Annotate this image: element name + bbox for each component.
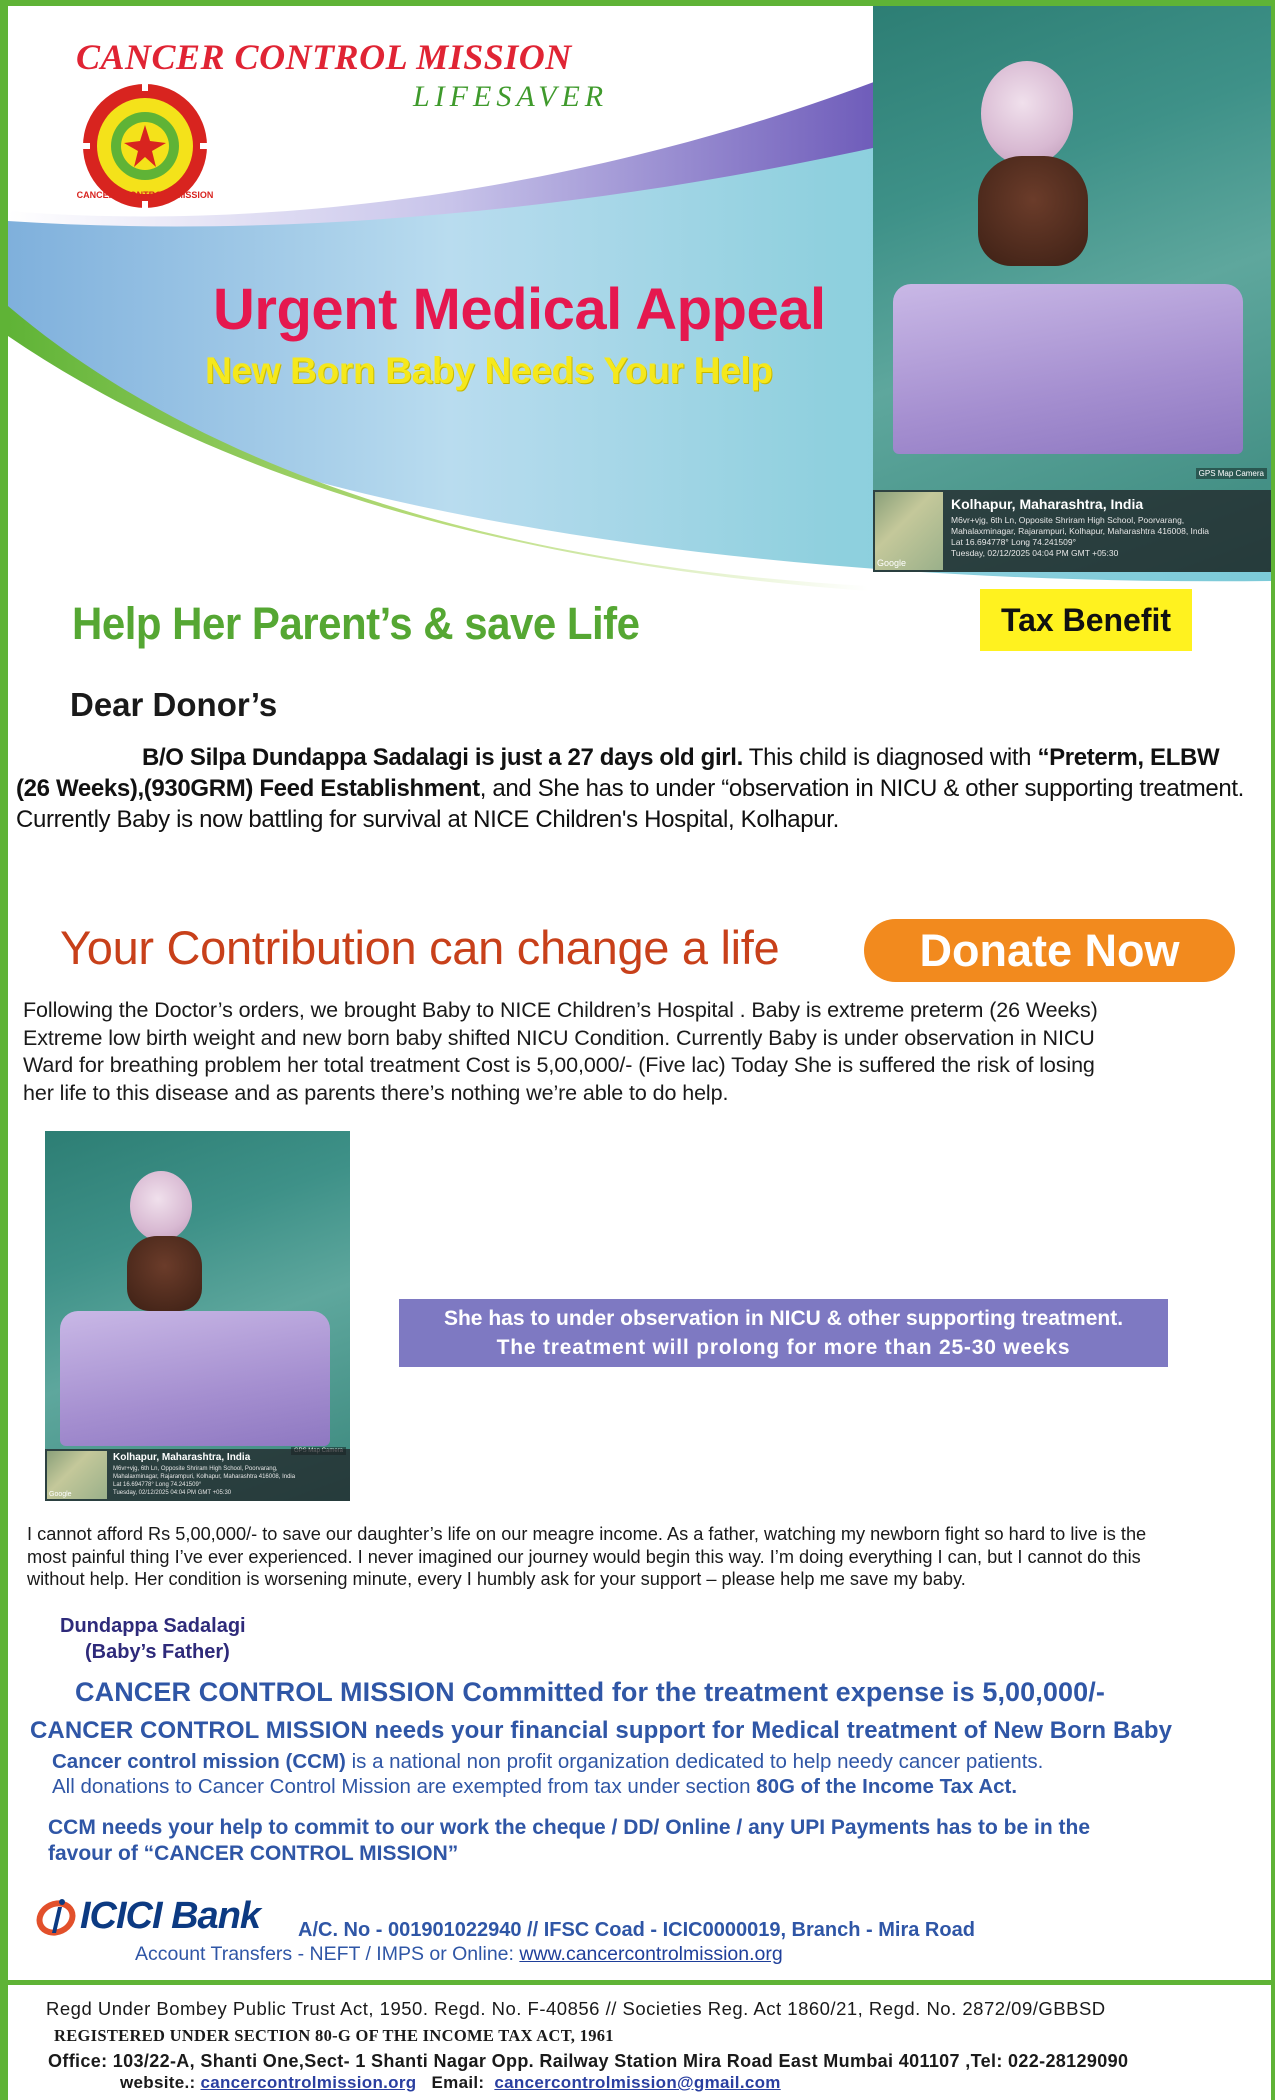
signature-name: Dundappa Sadalagi: [60, 1615, 246, 1637]
website-link[interactable]: www.cancercontrolmission.org: [519, 1943, 783, 1965]
icici-bank-logo: [32, 1893, 287, 1943]
org-tagline: LIFESAVER: [413, 80, 609, 113]
baby-photo-small: [45, 1131, 350, 1501]
map-label-small: Google: [49, 1491, 72, 1498]
commitment-heading: CANCER CONTROL MISSION Committed for the treatment expense is 5,00,000/-: [75, 1677, 1105, 1707]
gps-address-2: Mahalaxminagar, Rajarampuri, Kolhapur, Maharashtra 416008, India: [951, 526, 1209, 536]
gps-timestamp: Tuesday, 02/12/2025 04:04 PM GMT +05:30: [951, 548, 1119, 558]
gps-address: M6vr+vjg, 6th Ln, Opposite Shriram High School, Poorvarang,: [951, 515, 1185, 525]
logo-caption: CANCER - CONTROL - MISSION: [76, 190, 214, 200]
baby-photo-large: [873, 6, 1271, 572]
registration-info: Regd Under Bombey Public Trust Act, 1950. Regd. No. F-40856 // Societies Reg. Act 1860/21, Regd. No. 2872/09/GBBSD: [46, 1998, 1106, 2019]
tax-benefit-badge: Tax Benefit: [980, 589, 1192, 651]
gps-location: Kolhapur, Maharashtra, India: [951, 496, 1144, 512]
nicu-line-1: She has to under observation in NICU & other supporting treatment.: [443, 1307, 1124, 1330]
gps-overlay-small: [45, 1449, 350, 1501]
help-heading: Help Her Parent’s & save Life: [72, 598, 640, 649]
footer-email-link[interactable]: cancercontrolmission@gmail.com: [494, 2073, 781, 2092]
footer-contact: website.: cancercontrolmission.org Email: cancercontrolmission@gmail.com: [120, 2073, 781, 2092]
office-address: Office: 103/22-A, Shanti One,Sect- 1 Shanti Nagar Opp. Railway Station Mira Road East Mumbai 401107 ,Tel: 022-28129090: [48, 2051, 1129, 2071]
ccm-description: Cancer control mission (CCM) is a national non profit organization dedicated to help needy cancer patients. All donations to Cancer Control Mission are exempted from tax under section 80G of the Income Tax Act.: [52, 1750, 1044, 1798]
footer-website-link[interactable]: cancercontrolmission.org: [200, 2073, 417, 2092]
gps-latlong-small: Lat 16.694778° Long 74.241509°: [113, 1482, 202, 1488]
gps-location-small: Kolhapur, Maharashtra, India: [113, 1452, 251, 1463]
gps-overlay: [873, 490, 1271, 572]
signature-relation: (Baby’s Father): [85, 1641, 230, 1663]
support-heading: CANCER CONTROL MISSION needs your financial support for Medical treatment of New Born Baby: [30, 1717, 1173, 1744]
map-label: Google: [877, 558, 907, 568]
greeting: Dear Donor’s: [70, 686, 278, 723]
nicu-highlight-box: [399, 1299, 1168, 1367]
gps-address-2-small: Mahalaxminagar, Rajarampuri, Kolhapur, Maharashtra 416008, India: [113, 1474, 296, 1480]
org-title: CANCER CONTROL MISSION: [76, 37, 572, 77]
story-paragraph: Following the Doctor’s orders, we brought Baby to NICE Children’s Hospital . Baby is extreme preterm (26 Weeks) Extreme low birth weight and new born baby shifted NICU Condition. Currently Baby is under observation in NICU Ward for breathing problem her total treatment Cost is 5,00,000/- (Five lac) Today She is suffered the risk of losing her life to this disease and as parents there’s nothing we’re able to do help.: [23, 998, 1098, 1105]
bank-account-details: A/C. No - 001901022940 // IFSC Coad - ICIC0000019, Branch - Mira Road: [298, 1919, 975, 1941]
hero-banner: [8, 6, 1271, 596]
gps-latlong: Lat 16.694778° Long 74.241509°: [951, 537, 1076, 547]
intro-paragraph: B/O Silpa Dundappa Sadalagi is just a 27 days old girl. This child is diagnosed with “Preterm, ELBW (26 Weeks),(930GRM) Feed Establishment, and She has to under “observation in NICU & other supporting treatment. Currently Baby is now battling for survival at NICE Children's Hospital, Kolhapur.: [16, 744, 1244, 833]
gps-camera-badge: GPS Map Camera: [1196, 468, 1267, 479]
payment-instructions: CCM needs your help to commit to our work the cheque / DD/ Online / any UPI Payments has to be in the favour of “CANCER CONTROL MISSION”: [48, 1816, 1090, 1865]
transfer-methods: Account Transfers - NEFT / IMPS or Online: www.cancercontrolmission.org: [135, 1943, 783, 1965]
appeal-subtitle: New Born Baby Needs Your Help: [205, 350, 773, 391]
tax-section-info: REGISTERED UNDER SECTION 80-G OF THE INCOME TAX ACT, 1961: [54, 2026, 614, 2045]
footer-divider: [8, 1980, 1271, 1985]
appeal-title: Urgent Medical Appeal: [213, 277, 826, 342]
contribution-heading: Your Contribution can change a life: [60, 921, 780, 974]
gps-address-small: M6vr+vjg, 6th Ln, Opposite Shriram High School, Poorvarang,: [113, 1466, 278, 1472]
bank-name: ICICI Bank: [80, 1895, 261, 1937]
father-message: I cannot afford Rs 5,00,000/- to save our daughter’s life on our meagre income. As a father, watching my newborn fight so hard to live is the most painful thing I’ve ever experienced. I never imagined our journey would begin this way. I’m doing everything I can, but I cannot do this without help. Her condition is worsening minute, every I humbly ask for your support – please help me save my baby.: [27, 1524, 1147, 1589]
gps-timestamp-small: Tuesday, 02/12/2025 04:04 PM GMT +05:30: [113, 1490, 232, 1496]
donate-now-button[interactable]: Donate Now: [864, 919, 1235, 982]
icici-emblem-icon: [32, 1893, 82, 1943]
nicu-line-2: The treatment will prolong for more than 25-30 weeks: [496, 1336, 1071, 1359]
